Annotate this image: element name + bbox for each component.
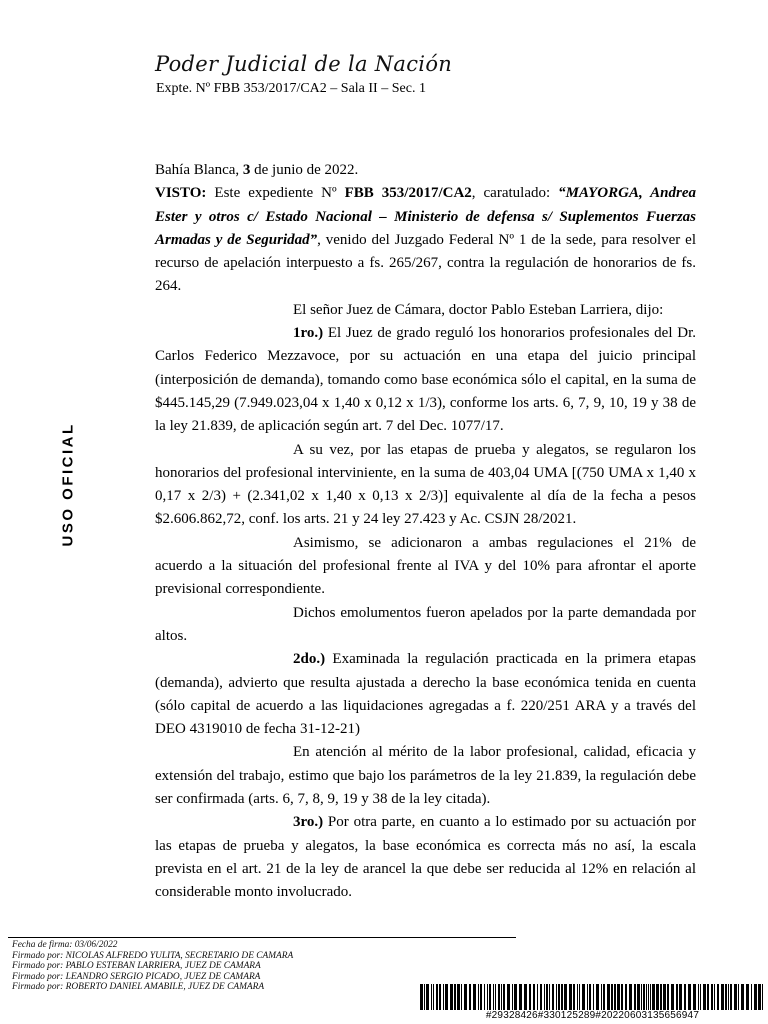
barcode-bar (593, 984, 594, 1010)
signer-line: Firmado por: PABLO ESTEBAN LARRIERA, JUEZ DE CAMARA (12, 961, 261, 972)
barcode-bar (469, 984, 471, 1010)
barcode-bar (564, 984, 567, 1010)
appeal-paragraph: Dichos emolumentos fueron apelados por la parte demandada por altos. (155, 604, 696, 644)
barcode-bar (641, 984, 642, 1010)
barcode-bar (587, 984, 588, 1010)
barcode-bar (629, 984, 632, 1010)
barcode-bar (648, 984, 649, 1010)
barcode-bar (443, 984, 444, 1010)
barcode-bar (533, 984, 535, 1010)
barcode-bar (573, 984, 575, 1010)
barcode-bar (577, 984, 578, 1010)
barcode-bar (519, 984, 522, 1010)
barcode-bar (487, 984, 488, 1010)
resolution-body (155, 159, 696, 905)
barcode-bar (738, 984, 739, 1010)
barcode-bar (703, 984, 706, 1010)
barcode-bar (607, 984, 610, 1010)
barcode-bar (734, 984, 737, 1010)
barcode-bar (480, 984, 482, 1010)
barcode-bar (478, 984, 479, 1010)
barcode-bar (537, 984, 538, 1010)
barcode-bar (457, 984, 460, 1010)
merit-paragraph: En atención al mérito de la labor profesional, calidad, eficacia y extensión del trabajo, estimo que bajo los parámetros de la ley 21.839, la regulación debe ser confirmada (arts. 6, 7, 8, 9, 19 y 38 de la ley citada). (155, 744, 696, 808)
barcode-bar (663, 984, 666, 1010)
signer-line: Firmado por: LEANDRO SERGIO PICADO, JUEZ DE CAMARA (12, 971, 261, 982)
barcode-number: #29328426#330125289#20220603135656947 (485, 1010, 700, 1021)
barcode-bar (507, 984, 510, 1010)
barcode-bar (433, 984, 434, 1010)
point-1ro-paragraph: 1ro.) El Juez de grado reguló los honorarios profesionales del Dr. Carlos Federico Mezzavoce, por su actuación en una etapa del juicio principal (interposición de demanda), tomando como base económica sólo el capital, en la suma de $445.145,29 (7.949.023,04 x 1,40 x 0,12 x 1/3), conforme los arts. 6, 7, 9, 10, 19 y 38 de la ley 21.839, de aplicación según art. 7 del Dec. 1077/17. (155, 325, 696, 435)
stages-paragraph: A su vez, por las etapas de prueba y alegatos, se regularon los honorarios del profesional interviniente, en la suma de 403,04 UMA [(750 UMA x 1,40 x 0,17 x 2/3) + (2.341,02 x 1,40 x 0,13 x 2/3)] equivalente al día de la fecha a pesos $2.606.862,72, conf. los arts. 21 y 24 ley 27.423 y Ac. CSJN 28/2021. (155, 441, 696, 528)
barcode-bar (646, 984, 647, 1010)
barcode-bar (501, 984, 502, 1010)
barcode-bar (569, 984, 572, 1010)
signer-line: Firmado por: NICOLAS ALFREDO YULITA, SECRETARIO DE CAMARA (12, 950, 294, 961)
barcode-bar (544, 984, 545, 1010)
barcode-bar (676, 984, 678, 1010)
barcode-bar (558, 984, 560, 1010)
barcode-bar (489, 984, 491, 1010)
barcode-bar (601, 984, 602, 1010)
barcode-bar (679, 984, 682, 1010)
date-line: Bahía Blanca, 3 de junio de 2022. (155, 162, 359, 178)
barcode-bar (652, 984, 655, 1010)
barcode-bar (552, 984, 554, 1010)
barcode-bar (660, 984, 662, 1010)
barcode-bar (667, 984, 669, 1010)
signature-date: Fecha de firma: 03/06/2022 (12, 940, 118, 950)
barcode-bar (464, 984, 467, 1010)
barcode-bar (436, 984, 438, 1010)
barcode-bar (643, 984, 645, 1010)
barcode-bar (721, 984, 724, 1010)
barcode-bar (473, 984, 476, 1010)
barcode-bar (725, 984, 727, 1010)
barcode-bar (426, 984, 429, 1010)
barcode-bar (514, 984, 517, 1010)
barcode-bar (484, 984, 485, 1010)
visto-paragraph: VISTO: Este expediente Nº FBB 353/2017/CA2, caratulado: “MAYORGA, Andrea Ester y otros c/ Estado Nacional – Ministerio de defensa s/ Suplementos Fuerzas Armadas y de Seguridad”, venido del Juzgado Federal Nº 1 de la sede, para resolver el recurso de apelación interpuesto a fs. 265/267, contra la regulación de honorarios de fs. 264. (155, 185, 696, 295)
barcode-bar (746, 984, 749, 1010)
barcode-bar (450, 984, 453, 1010)
point-2do-paragraph: 2do.) Examinada la regulación practicada en la primera etapas (demanda), advierto que resulta ajustada a derecho la base económica tenida en cuenta (sólo capital de acuerdo a las liquidaciones agregadas a f. 220/251 ARA y a través del DEO 4319010 de fecha 31-12-21) (155, 651, 696, 738)
barcode-bar (741, 984, 744, 1010)
barcode-bar (512, 984, 513, 1010)
barcode-bar (717, 984, 719, 1010)
barcode-bar (431, 984, 432, 1010)
barcode-bar (621, 984, 623, 1010)
barcode-bar (493, 984, 494, 1010)
barcode-bar (461, 984, 462, 1010)
barcode-bar (540, 984, 542, 1010)
barcode-bar (711, 984, 713, 1010)
barcode-bar (503, 984, 505, 1010)
uso-oficial-label: USO OFICIAL (59, 422, 77, 547)
barcode-bar (549, 984, 550, 1010)
barcode-bar (524, 984, 527, 1010)
barcode-bar (546, 984, 548, 1010)
document-barcode (420, 984, 765, 1010)
barcode-bar (693, 984, 696, 1010)
barcode-bar (454, 984, 456, 1010)
barcode-bar (714, 984, 715, 1010)
court-header-title: Poder Judicial de la Nación (155, 52, 453, 76)
barcode-bar (656, 984, 659, 1010)
barcode-bar (561, 984, 563, 1010)
barcode-bar (637, 984, 640, 1010)
barcode-bar (650, 984, 651, 1010)
barcode-bar (728, 984, 729, 1010)
judge-intro-paragraph: El señor Juez de Cámara, doctor Pablo Esteban Larriera, dijo: (293, 301, 664, 318)
barcode-bar (762, 984, 763, 1010)
barcode-bar (707, 984, 709, 1010)
barcode-bar (596, 984, 599, 1010)
barcode-bar (439, 984, 441, 1010)
barcode-bar (698, 984, 699, 1010)
point-3ro-paragraph: 3ro.) Por otra parte, en cuanto a lo estimado por su actuación por las etapas de prueba y alegatos, la base económica es correcta más no así, la escala prevista en el art. 21 de la ley de arancel la que debe ser reducida al 12% en relación al considerable monto involucrado. (155, 814, 696, 901)
barcode-bar (445, 984, 448, 1010)
iva-paragraph: Asimismo, se adicionaron a ambas regulaciones el 21% de acuerdo a la situación del profesional frente al IVA y del 10% para afrontar el aporte previsional correspondiente. (155, 534, 696, 598)
barcode-bar (754, 984, 757, 1010)
barcode-bar (700, 984, 701, 1010)
signature-separator (8, 937, 516, 938)
barcode-bar (529, 984, 531, 1010)
case-number: Expte. Nº FBB 353/2017/CA2 – Sala II – Sec. 1 (156, 81, 426, 96)
barcode-bar (625, 984, 627, 1010)
barcode-bar (611, 984, 613, 1010)
barcode-bar (671, 984, 674, 1010)
barcode-bar (617, 984, 620, 1010)
barcode-bar (634, 984, 636, 1010)
signature-block (12, 940, 293, 993)
barcode-bar (424, 984, 425, 1010)
barcode-bar (579, 984, 580, 1010)
barcode-bar (556, 984, 557, 1010)
barcode-bar (684, 984, 686, 1010)
barcode-bar (751, 984, 752, 1010)
signer-line: Firmado por: ROBERTO DANIEL AMABILE, JUEZ DE CAMARA (12, 982, 265, 993)
barcode-bar (614, 984, 616, 1010)
barcode-bar (498, 984, 500, 1010)
barcode-bar (420, 984, 423, 1010)
barcode-bar (688, 984, 691, 1010)
barcode-bar (730, 984, 732, 1010)
barcode-bar (589, 984, 591, 1010)
barcode-bar (758, 984, 761, 1010)
barcode-bar (603, 984, 605, 1010)
barcode-bar (582, 984, 585, 1010)
barcode-bar (495, 984, 496, 1010)
